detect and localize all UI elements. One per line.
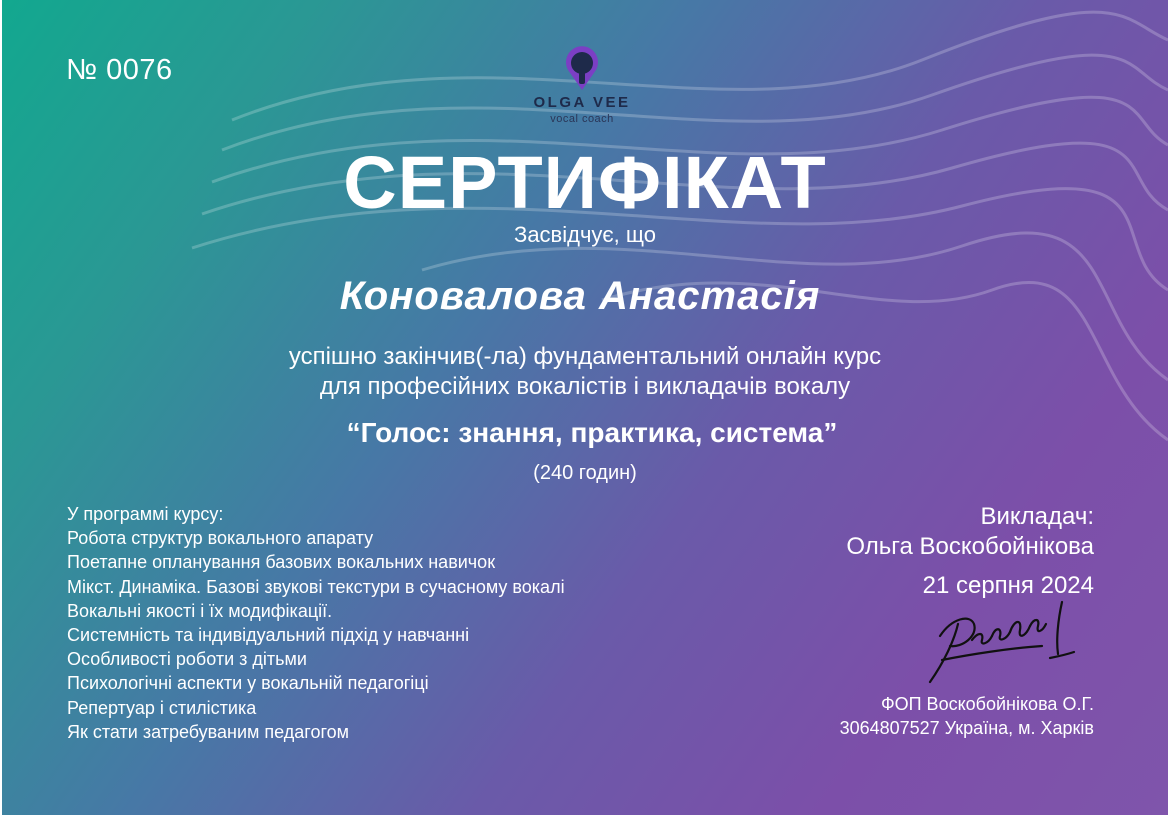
certificate-number: № 0076 xyxy=(66,54,173,86)
issuer-details xyxy=(840,692,1094,740)
recipient-name: Коновалова Анастасія xyxy=(339,274,821,318)
program-item: Як стати затребуваним педагогом xyxy=(67,721,350,742)
program-item: Поетапне опланування базових вокальних навичок xyxy=(67,552,496,573)
program-item: Репертуар і стилістика xyxy=(67,697,257,718)
description-line: для професійних вокалістів і викладачів вокалу xyxy=(319,373,851,400)
brand-name: OLGA VEE xyxy=(533,94,631,111)
course-hours: (240 годин) xyxy=(533,462,637,484)
fop-line: ФОП Воскобойнікова О.Г. xyxy=(880,694,1094,714)
teacher-label: Викладач: xyxy=(980,503,1094,530)
certificate-subtitle: Засвідчує, що xyxy=(514,222,656,247)
program-item: Робота структур вокального апарату xyxy=(67,528,374,549)
program-item: Особливості роботи з дітьми xyxy=(67,649,307,670)
program-item: Психологічні аспекти у вокальній педагогіці xyxy=(67,673,429,694)
program-item: Вокальні якості і їх модифікації. xyxy=(67,600,333,621)
signature-image xyxy=(922,596,1082,686)
microphone-pin-icon xyxy=(558,44,606,92)
issue-date: 21 серпня 2024 xyxy=(922,572,1094,599)
program-heading: У программі курсу: xyxy=(67,504,224,524)
course-title: “Голос: знання, практика, система” xyxy=(346,417,838,448)
program-item: Мікст. Динаміка. Базові звукові текстури в сучасному вокалі xyxy=(67,576,565,597)
brand-subtitle: vocal coach xyxy=(550,113,614,125)
brand-logo xyxy=(502,44,662,125)
course-description xyxy=(2,342,1168,402)
teacher-name: Ольга Воскобойнікова xyxy=(846,533,1094,560)
program-item: Системність та індивідуальний підхід у навчанні xyxy=(67,625,470,646)
teacher-block xyxy=(846,502,1094,562)
certificate xyxy=(2,0,1168,815)
description-line: успішно закінчив(-ла) фундаментальний онлайн курс xyxy=(288,343,882,370)
registration-line: 3064807527 Україна, м. Харків xyxy=(839,718,1094,738)
program-list xyxy=(67,502,565,744)
certificate-title: СЕРТИФІКАТ xyxy=(343,141,827,224)
